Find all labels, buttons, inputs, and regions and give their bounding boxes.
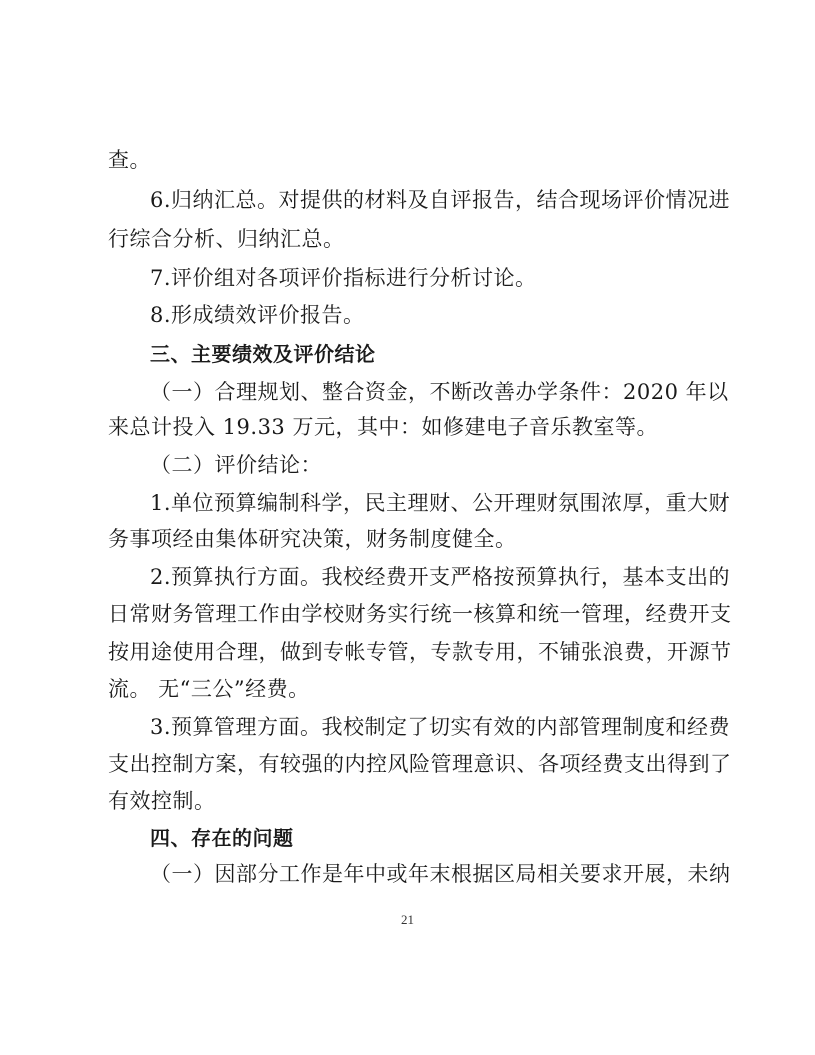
text-line-17: 支出控制方案，有较强的内控风险管理意识、各项经费支出得到了 — [108, 752, 732, 776]
text-line-11: 务事项经由集体研究决策，财务制度健全。 — [108, 527, 517, 551]
page-number: 21 — [401, 912, 414, 927]
text-line-8: 来总计投入 19.33 万元，其中：如修建电子音乐教室等。 — [108, 415, 658, 439]
text-line-14: 按用途使用合理，做到专帐专管，专款专用，不铺张浪费，开源节 — [108, 640, 732, 664]
text-line-13: 日常财务管理工作由学校财务实行统一核算和统一管理，经费开支 — [108, 602, 732, 626]
text-line-16: 3.预算管理方面。我校制定了切实有效的内部管理制度和经费 — [150, 715, 731, 739]
text-line-10: 1.单位预算编制科学，民主理财、公开理财氛围浓厚，重大财 — [150, 491, 731, 515]
text-line-2: 6.归纳汇总。对提供的材料及自评报告，结合现场评价情况进 — [150, 188, 731, 212]
text-line-15: 流。 无“三公”经费。 — [108, 677, 310, 701]
text-line-4: 7.评价组对各项评价指标进行分析讨论。 — [150, 266, 537, 290]
text-line-1: 查。 — [108, 148, 151, 172]
text-line-7: （一）合理规划、整合资金，不断改善办学条件：2020 年以 — [150, 380, 729, 404]
section-heading-4: 四、存在的问题 — [150, 826, 294, 850]
text-line-20: （一）因部分工作是年中或年末根据区局相关要求开展，未纳 — [150, 862, 731, 886]
section-heading-3: 三、主要绩效及评价结论 — [150, 342, 376, 366]
text-line-9: （二）评价结论： — [150, 453, 322, 477]
text-line-3: 行综合分析、归纳汇总。 — [108, 227, 345, 251]
text-line-18: 有效控制。 — [108, 789, 216, 813]
text-line-5: 8.形成绩效评价报告。 — [150, 303, 365, 327]
text-line-12: 2.预算执行方面。我校经费开支严格按预算执行，基本支出的 — [150, 565, 731, 589]
